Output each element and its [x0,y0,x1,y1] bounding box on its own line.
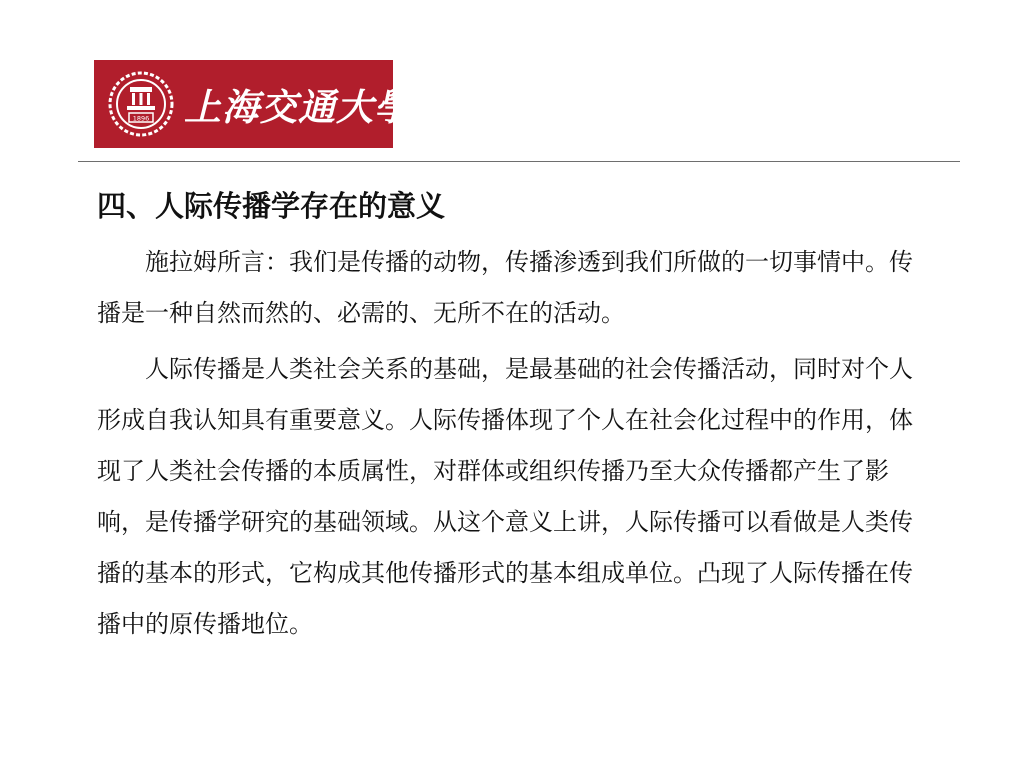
university-name: 上海交通大學 [184,85,412,129]
slide-heading: 四、人际传播学存在的意义 [97,189,446,223]
header-divider [78,161,960,162]
university-logo [94,60,412,148]
university-seal-icon [108,71,174,137]
paragraph-1: 施拉姆所言：我们是传播的动物，传播渗透到我们所做的一切事情中。传播是一种自然而然的、必需的、无所不在的活动。 [97,248,913,327]
seal-year: 1896 [132,114,150,123]
paragraph-2: 人际传播是人类社会关系的基础，是最基础的社会传播活动，同时对个人形成自我认知具有重要意义。人际传播体现了个人在社会化过程中的作用，体现了人类社会传播的本质属性，对群体或组织传播乃至大众传播都产生了影响，是传播学研究的基础领域。从这个意义上讲，人际传播可以看做是人类传播的基本的形式，它构成其他传播形式的基本组成单位。凸现了人际传播在传播中的原传播地位。 [97,355,913,638]
slide-body [97,237,915,650]
